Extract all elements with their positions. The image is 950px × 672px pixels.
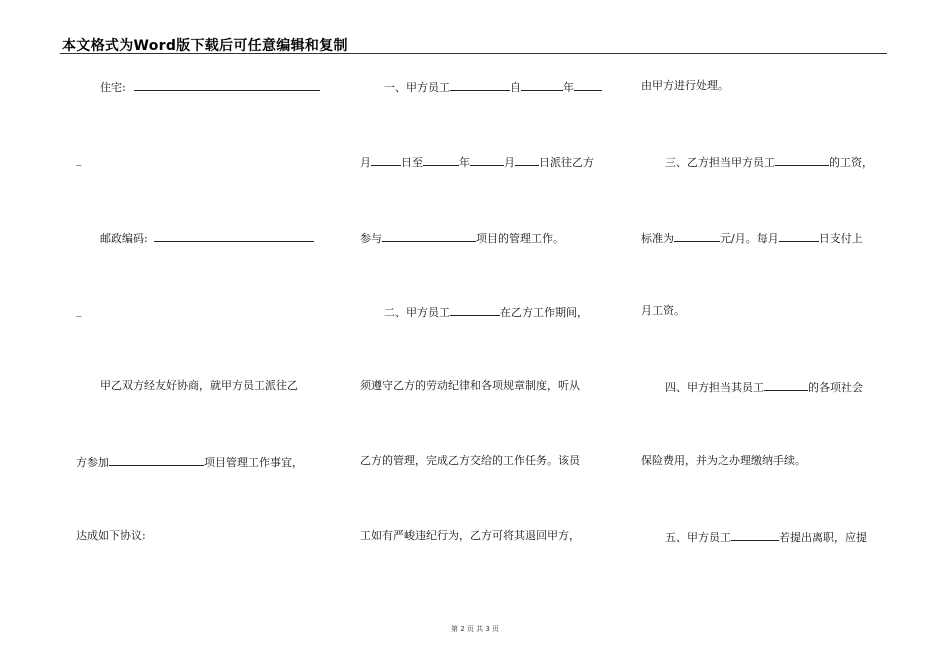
page-number-footer: 第 2 页 共 3 页: [450, 625, 500, 633]
clause-text: 的各项社会: [808, 381, 863, 394]
clause-text: 标准为: [641, 232, 674, 245]
clause-line: [641, 379, 886, 395]
year-blank: [423, 154, 459, 166]
clause-text: 若提出离职，应提: [779, 531, 867, 544]
residence-line: [76, 79, 326, 95]
month-blank: [470, 154, 504, 166]
employee-blank: [731, 529, 779, 541]
clause-text: 的工资，: [829, 156, 873, 169]
clause-text: 年: [563, 81, 574, 94]
clause-line: [360, 79, 600, 95]
clause-text: 日派往乙方: [539, 156, 594, 169]
paragraph-line: [76, 454, 326, 470]
project-blank: [382, 230, 476, 242]
postal-label: 邮政编码:: [100, 232, 148, 245]
clause-line: 月工资。: [641, 304, 685, 317]
clause-text: 月: [360, 156, 371, 169]
paragraph-line: 甲乙双方经友好协商，就甲方员工派往乙: [100, 379, 298, 392]
clause-text: 三、乙方担当甲方员工: [665, 156, 775, 169]
document-header-title: 本文格式为Word版下载后可任意编辑和复制: [62, 38, 348, 54]
employee-blank: [775, 154, 829, 166]
dash-line-2: _: [76, 304, 82, 317]
clause-line: [360, 304, 600, 320]
residence-blank: [134, 79, 320, 91]
month-blank: [574, 79, 602, 91]
paragraph-text: 方参加: [76, 456, 109, 469]
clause-line: [641, 529, 886, 545]
clause-text: 日至: [401, 156, 423, 169]
header-divider: [60, 53, 887, 54]
clause-line: [641, 154, 886, 170]
clause-text: 参与: [360, 232, 382, 245]
clause-text: 项目的管理工作。: [476, 232, 564, 245]
clause-text: 元/月。每月: [720, 232, 779, 245]
clause-line: 由甲方进行处理。: [641, 79, 729, 92]
clause-text: 二、甲方员工: [384, 306, 450, 319]
day-blank: [779, 230, 819, 242]
postal-blank: [154, 230, 314, 242]
clause-text: 月: [504, 156, 515, 169]
clause-line: [641, 230, 886, 246]
clause-line: [360, 154, 600, 170]
clause-text: 四、甲方担当其员工: [665, 381, 764, 394]
clause-text: 年: [459, 156, 470, 169]
postal-line: [76, 230, 326, 246]
day-blank: [371, 154, 401, 166]
clause-line: 工如有严峻违纪行为，乙方可将其退回甲方，: [360, 529, 580, 542]
employee-blank: [450, 304, 500, 316]
clause-line: 须遵守乙方的劳动纪律和各项规章制度，听从: [360, 379, 580, 392]
salary-blank: [674, 230, 720, 242]
clause-text: 日支付上: [818, 232, 863, 245]
clause-line: [360, 230, 600, 246]
clause-line: 乙方的管理，完成乙方交给的工作任务。该员: [360, 454, 580, 467]
dash-line-1: _: [76, 153, 82, 166]
year-blank: [521, 79, 563, 91]
day-blank: [515, 154, 539, 166]
residence-label: 住宅:: [100, 81, 126, 94]
clause-text: 在乙方工作期间，: [500, 306, 588, 319]
clause-text: 一、甲方员工: [384, 81, 450, 94]
paragraph-text: 项目管理工作事宜，: [204, 456, 303, 469]
employee-blank: [450, 79, 510, 91]
paragraph-line: 达成如下协议:: [76, 529, 146, 542]
project-blank: [109, 454, 204, 466]
clause-text: 自: [510, 81, 521, 94]
clause-line: 保险费用，并为之办理缴纳手续。: [641, 454, 806, 467]
clause-text: 五、甲方员工: [665, 531, 731, 544]
employee-blank: [764, 379, 808, 391]
